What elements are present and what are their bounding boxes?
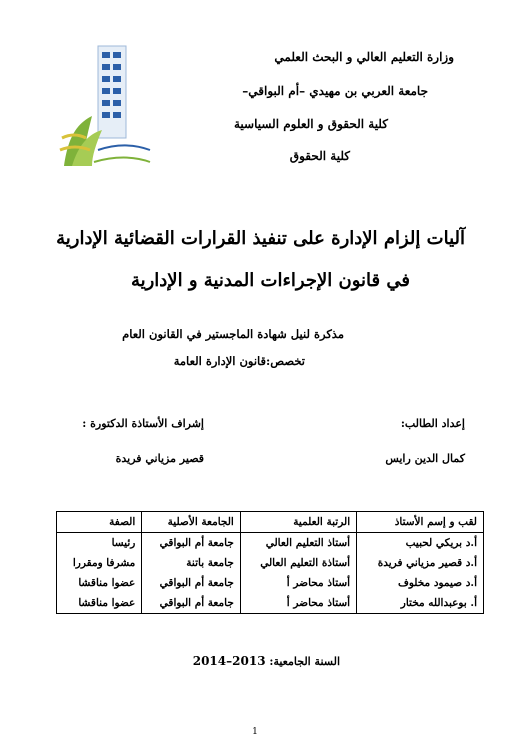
jury-member-university: جامعة أم البواقي <box>142 533 241 554</box>
university-name: جامعة العربي بن مهيدي –أم البواقي– <box>242 84 428 98</box>
jury-member-university: جامعة باتنة <box>142 553 241 573</box>
jury-member-rank: أستاذة التعليم العالي <box>240 553 356 573</box>
jury-header-row <box>57 512 484 533</box>
jury-member-name: أ.د قصير مزياني فريدة <box>357 553 484 573</box>
jury-member-university: جامعة أم البواقي <box>142 593 241 614</box>
specialty: تخصص:قانون الإدارة العامة <box>173 354 305 368</box>
supervisor-label: إشراف الأستاذة الدكتورة : <box>82 417 204 430</box>
jury-member-name: أ.د بريكي لحبيب <box>357 533 484 554</box>
thesis-title-line-1: آليات إلزام الإدارة على تنفيذ القرارات القضائية الإدارية <box>56 228 465 249</box>
table-row <box>57 553 484 573</box>
jury-member-role: عضوا مناقشا <box>57 573 142 593</box>
jury-member-role: رئيسا <box>57 533 142 554</box>
header-name: لقب و إسم الأستاذ <box>357 512 484 533</box>
student-name: كمال الدين رايس <box>385 452 465 465</box>
header-university: الجامعة الأصلية <box>142 512 241 533</box>
jury-member-name: أ. بوعبدالله مختار <box>357 593 484 614</box>
supervisor-name: قصير مزياني فريدة <box>115 452 204 465</box>
jury-table <box>56 511 484 614</box>
department-name: كلية الحقوق <box>289 149 350 163</box>
jury-member-rank: أستاذ التعليم العالي <box>240 533 356 554</box>
jury-member-university: جامعة أم البواقي <box>142 573 241 593</box>
student-label: إعداد الطالب: <box>400 417 465 430</box>
faculty-name: كلية الحقوق و العلوم السياسية <box>233 117 388 131</box>
university-logo <box>58 38 154 172</box>
thesis-title-line-2: في قانون الإجراءات المدنية و الإدارية <box>130 270 410 291</box>
table-row <box>57 593 484 614</box>
jury-member-name: أ.د صيمود مخلوف <box>357 573 484 593</box>
thesis-note: مذكرة لنيل شهادة الماجستير في القانون العام <box>122 327 344 341</box>
academic-year <box>193 654 340 668</box>
jury-member-role: مشرفا ومقررا <box>57 553 142 573</box>
table-row <box>57 573 484 593</box>
header-rank: الرتبة العلمية <box>240 512 356 533</box>
page-number: 1 <box>252 727 258 737</box>
jury-member-role: عضوا مناقشا <box>57 593 142 614</box>
header-role: الصفة <box>57 512 142 533</box>
jury-member-rank: أستاذ محاضر أ <box>240 573 356 593</box>
jury-member-rank: أستاذ محاضر أ <box>240 593 356 614</box>
academic-year-label: السنة الجامعية: <box>269 655 340 668</box>
academic-year-value: 2013–2014 <box>192 654 266 668</box>
ministry-name: وزارة التعليم العالي و البحث العلمي <box>274 50 454 64</box>
table-row <box>57 533 484 554</box>
